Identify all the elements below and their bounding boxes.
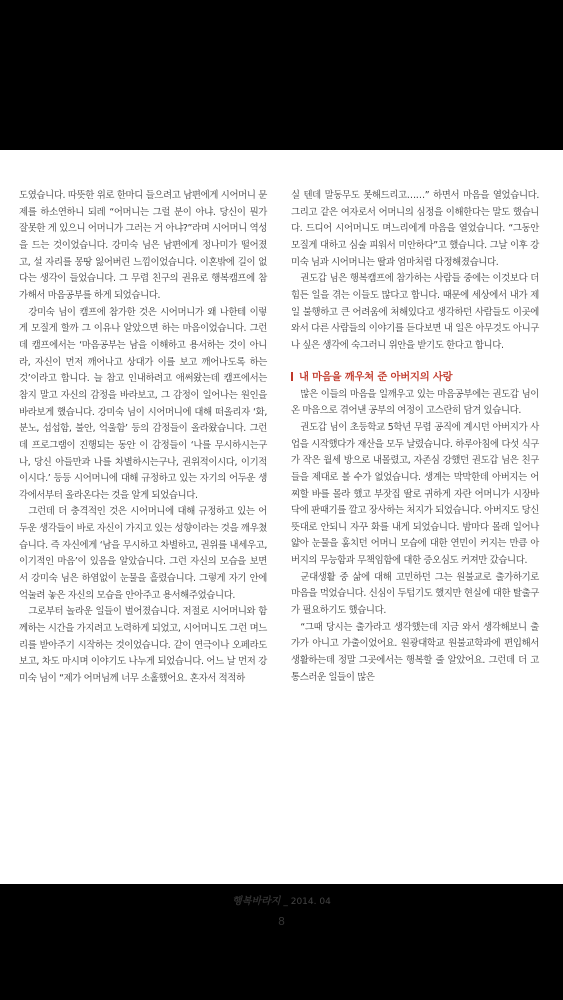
paragraph: 군대생활 중 삶에 대해 고민하던 그는 원불교로 출가하기로 마음을 먹었습니다. 신심이 두텁기도 했지만 현실에 대한 탈출구가 필요하기도 했습니다. — [291, 571, 539, 617]
paragraph: 그로부터 놀라운 일들이 벌어졌습니다. 저절로 시어머니와 함께하는 시간을 가지려고 노력하게 되었고, 시어머니도 그런 며느리를 받아주기 시작하는 것이었습니다. 같이 연극이나 오페라도 보고, 차도 마시며 이야기도 나누게 되었습니다. 어느 날 먼저 강미숙 님이 “제가 어머님께 너무 소홀했어요. 혼자서 적적하 — [19, 606, 267, 685]
paragraph: 권도갑 님은 행복캠프에 참가하는 사람들 중에는 이것보다 더 힘든 일을 겪는 이들도 많다고 합니다. 때문에 세상에서 내가 제일 불행하고 큰 어려움에 처해있다고 생각하던 사람들도 이곳에 와서 다른 사람들의 이야기를 듣다보면 내 일은 아무것도 아니구나 싶은 생각에 숙그러니 위안을 받기도 한다고 합니다. — [291, 273, 539, 351]
section-heading-text: 내 마음을 깨우쳐 준 아버지의 사랑 — [299, 370, 453, 383]
page-number: 8 — [278, 915, 285, 928]
paragraph: 도였습니다. 따뜻한 위로 한마디 들으려고 남편에게 시어머니 문제를 하소연하니 되레 “어머니는 그럴 분이 아냐. 당신이 뭔가 잘못한 게 있으니 어머니가 그러는 거 아냐?”라며 시어머니 역성을 드는 것이었습니다. 강미숙 님은 남편에게 정나미가 떨어졌고, 설 자리를 몽땅 잃어버린 느낌이었습니다. 이혼밖에 길이 없다는 생각이 들었습니다. 그 무렵 친구의 권유로 행복캠프에 참가해서 마음공부를 하게 되었습니다. — [19, 190, 267, 301]
right-column — [291, 188, 539, 686]
paragraph: 그런데 더 충격적인 것은 시어머니에 대해 규정하고 있는 어두운 생각들이 바로 자신이 가지고 있는 성향이라는 것을 깨우쳤습니다. 즉 자신에게 ‘남을 무시하고 차별하고, 권위를 내세우고, 이기적인 마음’이 있음을 알았습니다. 그런 자신의 모습을 보면서 강미숙 님은 하염없이 눈물을 흘렸습니다. 그렇게 자기 안에 억눌려 놓은 자신의 모습을 안아주고 용서해주었습니다. — [19, 506, 267, 601]
paragraph: 권도갑 님이 초등학교 5학년 무렵 공직에 계시던 아버지가 사업을 시작했다가 재산을 모두 날렸습니다. 하루아침에 다섯 식구가 작은 월세 방으로 내몰렸고, 자존심 강했던 권도갑 님은 친구들을 제대로 볼 수가 없었습니다. 생계는 막막한데 아버지는 어찌할 바를 몰라 했고 부잣집 딸로 귀하게 자란 어머니가 시장바닥에 판때기를 깔고 장사하는 처지가 되었습니다. 아버지도 당신 뜻대로 안되니 자꾸 화를 내게 되었습니다. 밤마다 몰래 일어나 얇아 눈물을 훔치던 어머니 모습에 대한 연민이 커지는 만큼 아버지의 무능함과 무책임함에 대한 증오심도 커져만 갔습니다. — [291, 421, 539, 567]
left-column — [19, 188, 267, 688]
heading-bar-icon — [291, 372, 293, 381]
footer — [0, 892, 563, 907]
magazine-logo: 행복바라지 — [232, 896, 281, 907]
paragraph: 많은 이들의 마음을 일깨우고 있는 마음공부에는 권도갑 님이 온 마음으로 겪어낸 공부의 여정이 고스란히 담겨 있습니다. — [291, 388, 539, 417]
magazine-page — [0, 150, 563, 928]
paragraph: “그때 당시는 출가라고 생각했는데 지금 와서 생각해보니 출가가 아니고 가출이었어요. 원광대학교 원불교학과에 편입해서 생활하는데 정말 그곳에서는 행복할 줄 알았어요. 그런데 더 고통스러운 일들이 많은 — [291, 621, 539, 683]
issue-date: _ 2014. 04 — [283, 897, 331, 907]
paragraph: 실 텐데 말동무도 못해드리고……” 하면서 마음을 열었습니다. 그리고 같은 여자로서 어머니의 심정을 이해한다는 말도 했습니다. 드디어 시어머니도 며느리에게 마음을 열었습니다. “그동안 모질게 대하고 심술 피워서 미안하다”고 했습니다. 그날 이후 강미숙 님과 시어머니는 딸과 엄마처럼 다정해졌습니다. — [291, 190, 539, 268]
section-heading — [291, 369, 539, 385]
paragraph: 강미숙 님이 캠프에 참가한 것은 시어머니가 왜 나한테 이렇게 모질게 할까 그 이유나 알았으면 하는 마음이었습니다. 그런데 캠프에서는 ‘마음공부는 남을 이해하고 용서하는 것이 아니라, 자신이 먼저 깨어나고 상대가 이를 보고 깨어나도록 하는 것’이라고 합니다. 늘 참고 인내하려고 애써왔는데 캠프에서는 참지 말고 자신의 감정을 바라보고, 그 감정이 일어나는 원인을 바라보게 했습니다. 강미숙 님이 시어머니에 대해 떠올리자 ‘화, 분노, 섭섭함, 불안, 억울함’ 등의 감정들이 올라왔습니다. 그런데 프로그램이 진행되는 동안 이 감정들이 ‘나를 무시하시는구나, 당신 아들만과 나를 차별하시는구나, 권위적이시다, 이기적이시다.’ 등등 시어머니에 대해 규정하고 있는 자기의 어두운 생각에서부터 올라온다는 것을 알게 되었습니다. — [19, 306, 267, 501]
